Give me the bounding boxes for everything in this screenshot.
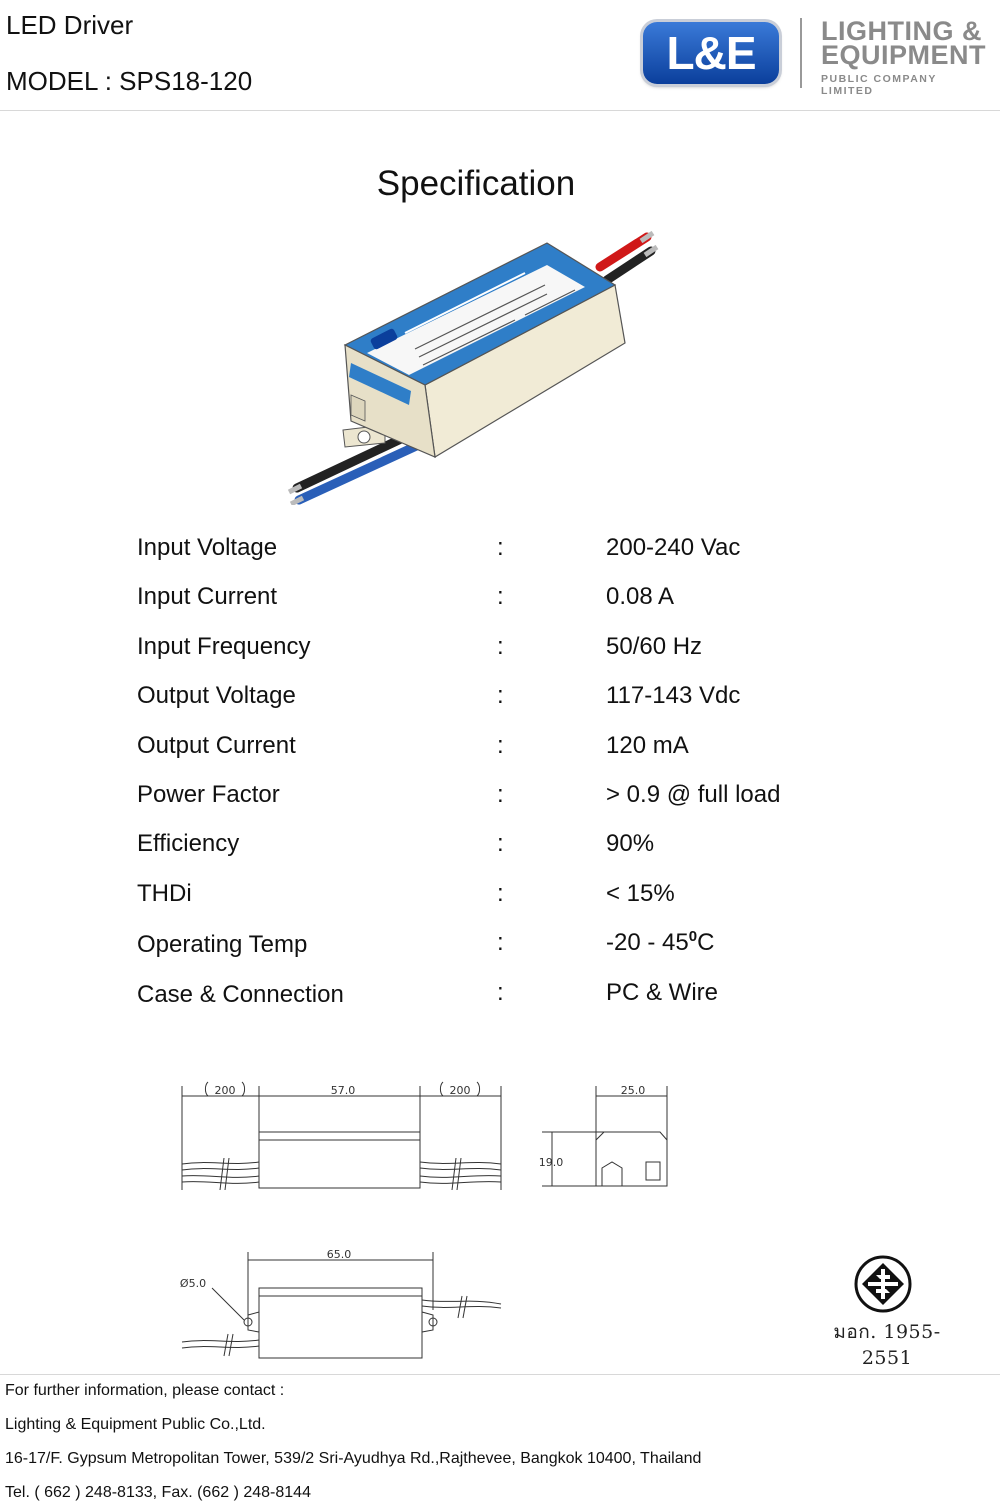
dim-height: 19.0 — [538, 1156, 564, 1169]
spec-value: 120 mA — [606, 731, 689, 759]
spec-value: 0.08 A — [606, 583, 675, 611]
spec-label: Input Current — [137, 583, 278, 611]
dim-hole-diameter: Ø5.0 — [179, 1277, 207, 1290]
dim-overall-length: 65.0 — [326, 1248, 352, 1261]
spec-label: Efficiency — [137, 830, 240, 858]
dim-wire-right: 200 — [449, 1084, 471, 1097]
spec-colon: : — [497, 978, 504, 1006]
temp-unit: C — [697, 929, 715, 957]
model-number: MODEL : SPS18-120 — [6, 66, 253, 96]
tis-standard-number: มอก. 1955-2551 — [833, 1321, 941, 1369]
spec-colon: : — [497, 534, 504, 561]
spec-label: Power Factor — [137, 780, 280, 808]
specification-table — [137, 530, 897, 1024]
logo-text-line1: LIGHTING & — [821, 16, 982, 46]
spec-colon: : — [497, 929, 504, 957]
spec-label: Input Frequency — [137, 632, 311, 660]
spec-label: Operating Temp — [137, 931, 308, 959]
spec-value — [606, 929, 714, 957]
spec-value: 200-240 Vac — [606, 534, 741, 561]
dim-wire-left: 200 — [214, 1084, 236, 1097]
dim-width: 25.0 — [620, 1084, 646, 1097]
spec-label: THDi — [137, 879, 192, 907]
spec-row-output-current — [137, 728, 897, 777]
spec-label: Case & Connection — [137, 980, 344, 1008]
spec-label: Output Voltage — [137, 682, 296, 710]
document-title: LED Driver — [6, 10, 134, 40]
tis-certification-mark — [812, 1255, 962, 1369]
spec-row-input-voltage — [137, 530, 897, 579]
footer-phone-fax: Tel. ( 662 ) 248-8133, Fax. (662 ) 248-8144 — [5, 1484, 311, 1501]
specification-heading: Specification — [376, 164, 576, 203]
spec-colon: : — [497, 682, 504, 710]
spec-row-input-current — [137, 579, 897, 628]
logo-text-line2: EQUIPMENT — [821, 40, 987, 70]
spec-row-efficiency — [137, 826, 897, 875]
company-logo — [643, 16, 988, 97]
logo-badge: L&E — [643, 22, 779, 84]
spec-row-power-factor — [137, 777, 897, 826]
spec-colon: : — [497, 731, 504, 759]
spec-row-output-voltage — [137, 678, 897, 727]
tis-logo-icon — [854, 1255, 912, 1313]
spec-label: Output Current — [137, 731, 296, 759]
spec-row-thdi — [137, 876, 897, 925]
spec-row-input-frequency — [137, 629, 897, 678]
footer-address: 16-17/F. Gypsum Metropolitan Tower, 539/2 Sri-Ayudhya Rd.,Rajthevee, Bangkok 10400, Thailand — [5, 1450, 702, 1467]
spec-value: PC & Wire — [606, 978, 719, 1006]
spec-colon: : — [497, 583, 504, 611]
footer-contact-intro: For further information, please contact : — [5, 1382, 285, 1399]
spec-colon: : — [497, 879, 504, 907]
spec-value: > 0.9 @ full load — [606, 780, 781, 808]
footer-company-name: Lighting & Equipment Public Co.,Ltd. — [5, 1416, 266, 1433]
spec-value: 117-143 Vdc — [606, 682, 741, 710]
logo-text-line3: PUBLIC COMPANY LIMITED — [821, 73, 937, 97]
degree-symbol: 0 — [688, 928, 698, 946]
header-divider — [0, 110, 1000, 111]
temp-range: -20 - 45 — [606, 929, 689, 957]
spec-row-case-connection — [137, 975, 897, 1024]
spec-label: Input Voltage — [137, 534, 278, 561]
dim-body-length: 57.0 — [330, 1084, 356, 1097]
spec-value: 50/60 Hz — [606, 632, 703, 660]
spec-colon: : — [497, 830, 504, 858]
spec-row-operating-temp — [137, 925, 897, 974]
logo-divider — [800, 18, 802, 88]
spec-value: 90% — [606, 830, 655, 858]
led-driver-product-illustration — [285, 225, 665, 505]
spec-value: < 15% — [606, 879, 675, 907]
spec-colon: : — [497, 780, 504, 808]
spec-colon: : — [497, 632, 504, 660]
footer-divider — [0, 1374, 1000, 1375]
